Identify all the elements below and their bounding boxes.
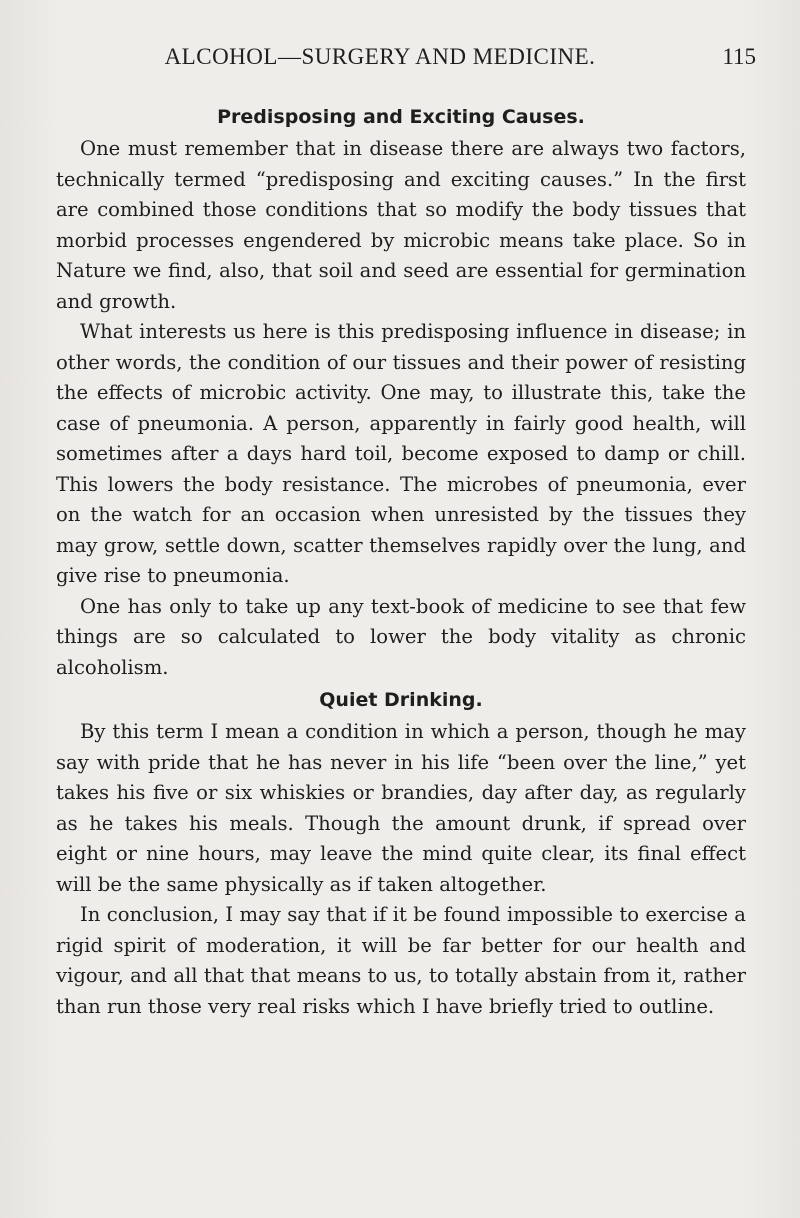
paragraph: One must remember that in disease there are always two factors, technically termed “predisposing and exciting causes.” In the first are combined those conditions that so modify the body tissues that morbid processes engendered by microbic means take place. So in Nature we find, also, that soil and seed are essential for germination and growth. — [56, 137, 746, 313]
body-text — [56, 100, 746, 1022]
page-number: 115 — [722, 44, 756, 69]
section-heading-predisposing: Predisposing and Exciting Causes. — [217, 106, 585, 128]
running-header — [0, 44, 800, 84]
paragraph: In conclusion, I may say that if it be found impossible to exercise a rigid spirit of moderation, it will be far better for our health and vigour, and all that that means to us, to totally abstain from it, rather than run those very real risks which I have briefly tried to outline. — [56, 903, 746, 1018]
running-title: ALCOHOL—SURGERY AND MEDICINE. — [164, 44, 596, 69]
paragraph: What interests us here is this predisposing influence in disease; in other words, the condition of our tissues and their power of resisting the effects of microbic activity. One may, to illustrate this, take the case of pneumonia. A person, apparently in fairly good health, will sometimes after a days hard toil, become exposed to damp or chill. This lowers the body resistance. The microbes of pneumonia, ever on the watch for an occasion when unresisted by the tissues they may grow, settle down, scatter themselves rapidly over the lung, and give rise to pneumonia. — [56, 320, 746, 587]
paragraph: By this term I mean a condition in which a person, though he may say with pride that he has never in his life “been over the line,” yet takes his five or six whiskies or brandies, day after day, as regularly as he takes his meals. Though the amount drunk, if spread over eight or nine hours, may leave the mind quite clear, its final effect will be the same physically as if taken altogether. — [56, 720, 746, 896]
section-heading-quiet-drinking: Quiet Drinking. — [319, 689, 483, 711]
paragraph: One has only to take up any text-book of medicine to see that few things are so calculated to lower the body vitality as chronic alcoholism. — [56, 594, 746, 679]
